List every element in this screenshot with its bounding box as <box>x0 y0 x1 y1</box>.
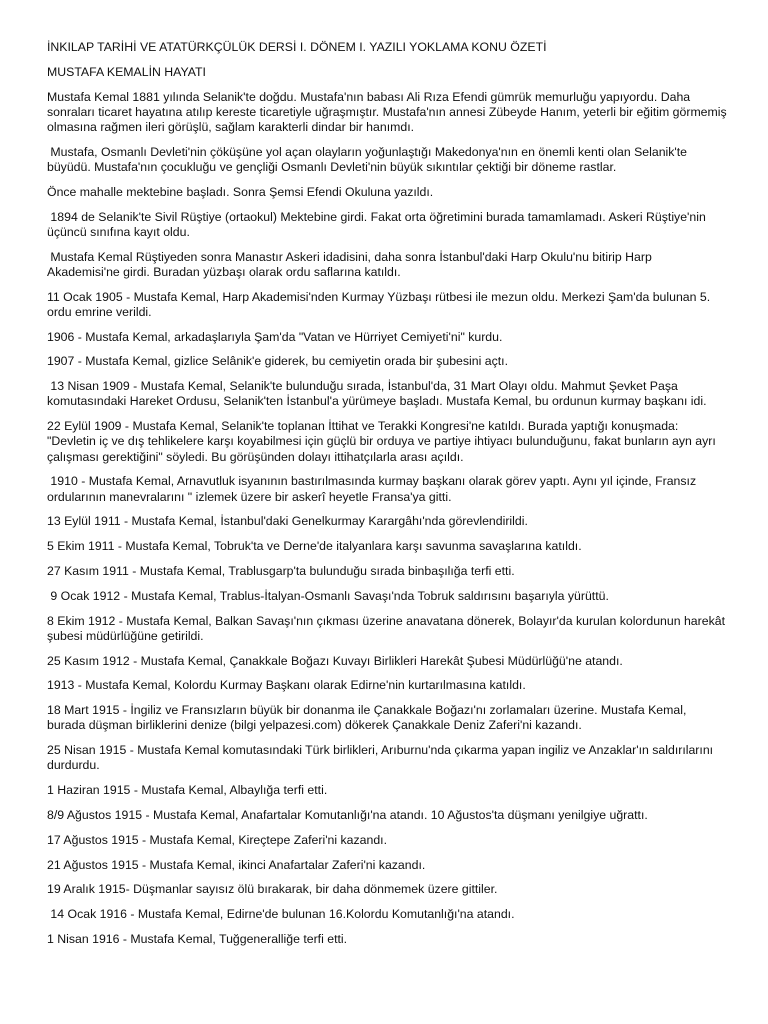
paragraph: 5 Ekim 1911 - Mustafa Kemal, Tobruk'ta ve Derne'de italyanlara karşı savunma savaşlarına katıldı. <box>47 539 582 554</box>
paragraph: 11 Ocak 1905 - Mustafa Kemal, Harp Akademisi'nden Kurmay Yüzbaşı rütbesi ile mezun oldu. Merkezi Şam'da bulunan 5. ordu emrine verildi. <box>47 289 714 319</box>
paragraph: 13 Eylül 1911 - Mustafa Kemal, İstanbul'daki Genelkurmay Karargâhı'nda görevlendirildi. <box>47 514 528 529</box>
paragraph: 1906 - Mustafa Kemal, arkadaşlarıyla Şam'da "Vatan ve Hürriyet Cemiyeti'ni" kurdu. <box>47 329 503 344</box>
paragraph: 21 Ağustos 1915 - Mustafa Kemal, ikinci Anafartalar Zaferi'ni kazandı. <box>47 857 426 872</box>
paragraph: 1913 - Mustafa Kemal, Kolordu Kurmay Başkanı olarak Edirne'nin kurtarılmasına katıldı. <box>47 678 526 693</box>
paragraph: 1894 de Selanik'te Sivil Rüştiye (ortaokul) Mektebine girdi. Fakat orta öğretimini burada tamamlamadı. Askeri Rüştiye'nin üçüncü sınıfına kayıt oldu. <box>47 209 710 239</box>
paragraph: 18 Mart 1915 - İngiliz ve Fransızların büyük bir donanma ile Çanakkale Boğazı'nı zorlamaları üzerine. Mustafa Kemal, burada düşman birliklerini denize (bilgi yelpazesi.com) dökerek Çanakkale Deniz Zaferi'ni kazandı. <box>47 703 690 733</box>
paragraph: 14 Ocak 1916 - Mustafa Kemal, Edirne'de bulunan 16.Kolordu Komutanlığı'na atandı. <box>47 907 515 922</box>
paragraph: 25 Nisan 1915 - Mustafa Kemal komutasındaki Türk birlikleri, Arıburnu'nda çıkarma yapan ingiliz ve Anzaklar'ın saldırılarını durdurdu. <box>47 743 717 773</box>
paragraph: 1907 - Mustafa Kemal, gizlice Selânik'e giderek, bu cemiyetin orada bir şubesini açtı. <box>47 354 508 369</box>
document-page <box>47 40 731 957</box>
paragraph: 17 Ağustos 1915 - Mustafa Kemal, Kireçtepe Zaferi'ni kazandı. <box>47 832 388 847</box>
document-title: İNKILAP TARİHİ VE ATATÜRKÇÜLÜK DERSİ I. DÖNEM I. YAZILI YOKLAMA KONU ÖZETİ <box>47 40 547 54</box>
paragraph: Önce mahalle mektebine başladı. Sonra Şemsi Efendi Okuluna yazıldı. <box>47 184 434 199</box>
paragraph: 22 Eylül 1909 - Mustafa Kemal, Selanik'te toplanan İttihat ve Terakki Kongresi'ne katıldı. Burada yaptığı konuşmada: "Devletin iç ve dış tehlikelere karşı koyabilmesi için güçlü bir orduya ve partiye ihtiyacı bulunduğunu, fakat bunların ayn ayrı çalışması gerektiğini" söyledi. Bu görüşünden dolayı ittihatçılarla arası açıldı. <box>47 419 720 464</box>
document-body <box>47 89 731 948</box>
paragraph: Mustafa, Osmanlı Devleti'nin çöküşüne yol açan olayların yoğunlaştığı Makedonya'nın en önemli kenti olan Selanik'te büyüdü. Mustafa'nın çocukluğu ve gençliği Osmanlı Devleti'nin büyük sıkıntılar çektiği bir döneme rastlar. <box>47 144 691 174</box>
paragraph: 13 Nisan 1909 - Mustafa Kemal, Selanik'te bulunduğu sırada, İstanbul'da, 31 Mart Olayı oldu. Mahmut Şevket Paşa komutasındaki Hareket Ordusu, Selanik'ten İstanbul'a yürümeye başladı. Mustafa Kemal, bu ordunun kurmay başkanı idi. <box>47 379 707 409</box>
paragraph: 19 Aralık 1915- Düşmanlar sayısız ölü bırakarak, bir daha dönmemek üzere gittiler. <box>47 882 498 897</box>
document-subtitle: MUSTAFA KEMALİN HAYATI <box>47 64 206 79</box>
paragraph: 9 Ocak 1912 - Mustafa Kemal, Trablus-İtalyan-Osmanlı Savaşı'nda Tobruk saldırısını başarıyla yürüttü. <box>47 588 609 603</box>
paragraph: 8/9 Ağustos 1915 - Mustafa Kemal, Anafartalar Komutanlığı'na atandı. 10 Ağustos'ta düşmanı yenilgiye uğrattı. <box>47 807 648 822</box>
paragraph: Mustafa Kemal Rüştiyeden sonra Manastır Askeri idadisini, daha sonra İstanbul'daki Harp Okulu'nu bitirip Harp Akademisi'ne girdi. Buradan yüzbaşı olarak ordu saflarına katıldı. <box>47 249 655 279</box>
paragraph: 1 Haziran 1915 - Mustafa Kemal, Albaylığa terfi etti. <box>47 783 328 798</box>
paragraph: 1 Nisan 1916 - Mustafa Kemal, Tuğgeneralliğe terfi etti. <box>47 931 348 946</box>
paragraph: 25 Kasım 1912 - Mustafa Kemal, Çanakkale Boğazı Kuvayı Birlikleri Harekât Şubesi Müdürlüğü'ne atandı. <box>47 653 623 668</box>
paragraph: 27 Kasım 1911 - Mustafa Kemal, Trablusgarp'ta bulunduğu sırada binbaşılığa terfi etti. <box>47 563 515 578</box>
paragraph: 1910 - Mustafa Kemal, Arnavutluk isyanının bastırılmasında kurmay başkanı olarak görev yaptı. Aynı yıl içinde, Fransız ordularının manevralarını " izlemek üzere bir askerî heyetle Fransa'ya gitti. <box>47 474 700 504</box>
paragraph: Mustafa Kemal 1881 yılında Selanik'te doğdu. Mustafa'nın babası Ali Rıza Efendi gümrük memurluğu yapıyordu. Daha sonraları ticaret hayatına atılıp kereste ticaretiyle uğraşmıştır. Mustafa'nın annesi Zübeyde Hanım, yeterli bir eğitim görmemiş olmasına rağmen ileri görüşlü, sağlam karakterli dindar bir hanımdı. <box>47 89 731 134</box>
paragraph: 8 Ekim 1912 - Mustafa Kemal, Balkan Savaşı'nın çıkması üzerine anavatana dönerek, Bolayır'da kurulan kolordunun harekât şubesi müdürlüğüne getirildi. <box>47 613 729 643</box>
